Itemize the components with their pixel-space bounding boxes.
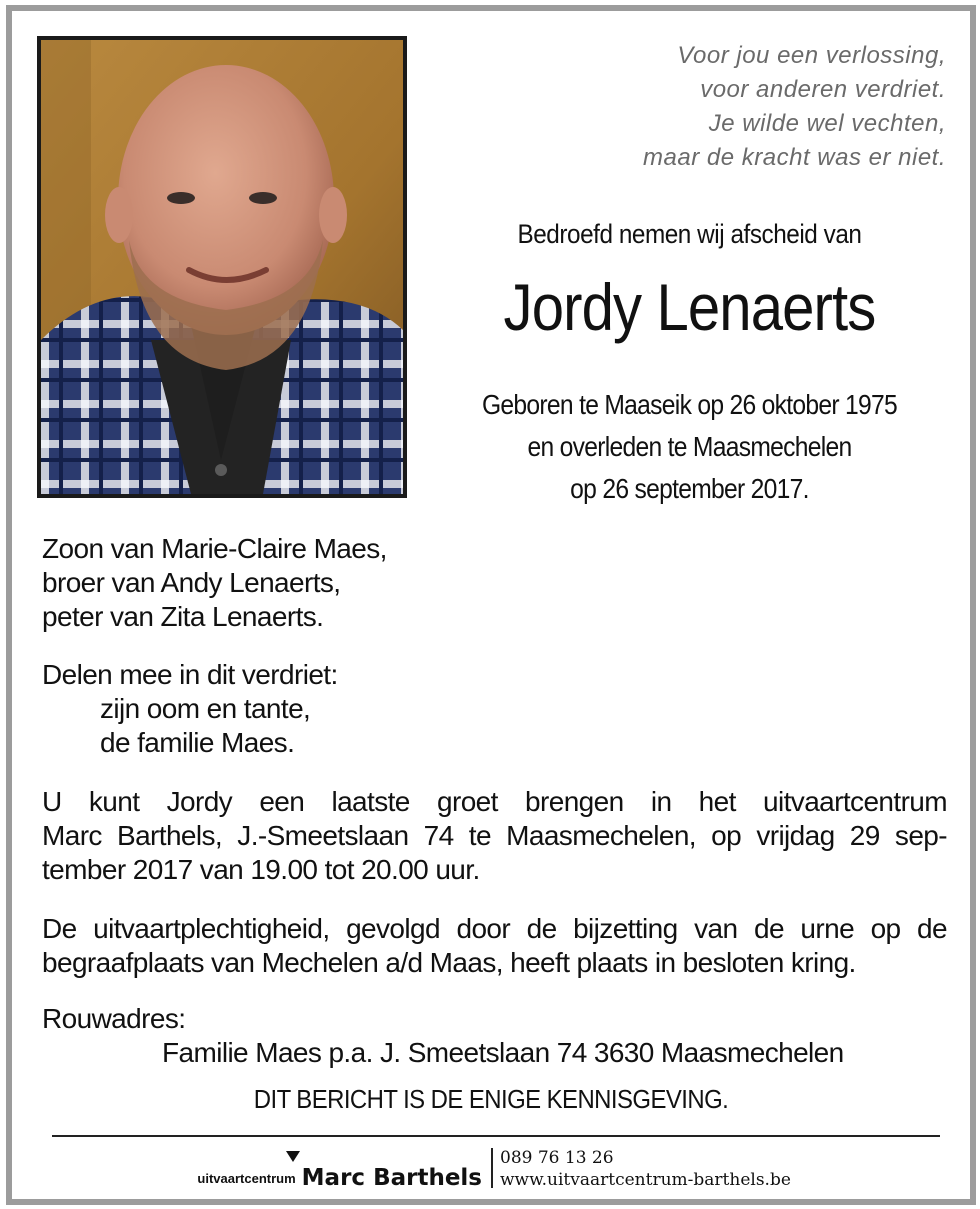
- share-grief: [42, 658, 338, 760]
- birth-line: en overleden te Maasmechelen: [527, 431, 852, 462]
- visit-line: U kunt Jordy een laatste groet brengen in het uitvaartcentrum: [42, 786, 947, 817]
- poem-line: Je wilde wel vechten,: [708, 110, 946, 137]
- visit-line: tember 2017 van 19.00 tot 20.00 uur.: [42, 854, 480, 885]
- relations: [42, 532, 387, 634]
- relation-line: broer van Andy Lenaerts,: [42, 567, 341, 598]
- intro-text: Bedroefd nemen wij afscheid van: [517, 219, 862, 249]
- footer-website[interactable]: www.uitvaartcentrum-barthels.be: [500, 1170, 791, 1190]
- footer-brand-name: Marc Barthels: [301, 1165, 482, 1191]
- obituary-card: [6, 5, 976, 1205]
- footer-contact: [500, 1147, 791, 1191]
- footer-brand: [302, 1165, 482, 1191]
- rouwadres-address: Familie Maes p.a. J. Smeetslaan 74 3630 Maasmechelen: [162, 1037, 844, 1068]
- share-item: de familie Maes.: [100, 727, 295, 758]
- visit-paragraph: [42, 785, 947, 887]
- funeral-line: begraafplaats van Mechelen a/d Maas, heeft plaats in besloten kring.: [42, 947, 856, 978]
- funeral-paragraph: [42, 912, 947, 980]
- notice-text: DIT BERICHT IS DE ENIGE KENNISGEVING.: [253, 1084, 729, 1114]
- footer-separator: [491, 1148, 493, 1188]
- birth-line: op 26 september 2017.: [570, 473, 809, 504]
- footer-small-label: uitvaartcentrum: [197, 1171, 296, 1186]
- footer-phone[interactable]: 089 76 13 26: [500, 1148, 614, 1168]
- birth-death-info: [445, 384, 933, 510]
- share-item: zijn oom en tante,: [100, 693, 311, 724]
- portrait-illustration: [41, 40, 403, 494]
- poem-line: maar de kracht was er niet.: [643, 144, 946, 171]
- share-label: Delen mee in dit verdriet:: [42, 659, 338, 690]
- deceased-name: Jordy Lenaerts: [503, 270, 876, 344]
- visit-line: Marc Barthels, J.-Smeetslaan 74 te Maasmechelen, op vrijdag 29 sep-: [42, 820, 947, 851]
- relation-line: Zoon van Marie-Claire Maes,: [42, 533, 387, 564]
- poem: [526, 39, 946, 175]
- poem-line: voor anderen verdriet.: [700, 76, 946, 103]
- footer-divider: [52, 1135, 940, 1137]
- poem-line: Voor jou een verlossing,: [677, 42, 946, 69]
- triangle-icon: [286, 1151, 300, 1162]
- relation-line: peter van Zita Lenaerts.: [42, 601, 324, 632]
- portrait-photo: [37, 36, 407, 498]
- birth-line: Geboren te Maaseik op 26 oktober 1975: [481, 389, 898, 420]
- footer-logo: [197, 1147, 482, 1193]
- rouwadres-label: Rouwadres:: [42, 1003, 186, 1034]
- funeral-line: De uitvaartplechtigheid, gevolgd door de bijzetting van de urne op de: [42, 913, 947, 944]
